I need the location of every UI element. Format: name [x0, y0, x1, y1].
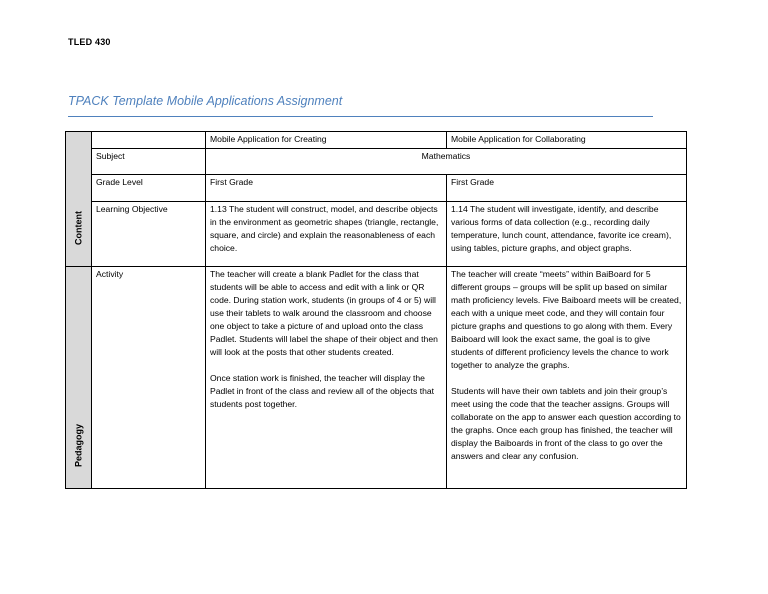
- section-content-label: Content: [73, 211, 83, 245]
- learning-objective-creating: 1.13 The student will construct, model, and describe objects in the environment as geometric shapes (triangle, rectangle, square, and circle) and explain the reasonableness of each choice.: [206, 202, 447, 267]
- section-pedagogy: [66, 267, 92, 489]
- activity-label: Activity: [92, 267, 206, 489]
- learning-objective-row: [66, 202, 687, 267]
- header-row: [66, 132, 687, 149]
- activity-creating: [206, 267, 447, 489]
- title-underline: [68, 116, 653, 117]
- activity-collaborating-paragraph: The teacher will create “meets” within BaiBoard for 5 different groups – groups will be split up based on similar math proficiency levels. Five Baiboard meets will be created, each with a unique meet code, and they will contain four picture graphs and questions to go along with them. Every Baiboard will look the exact same, the goal is to give students of different proficiency levels the chance to work together to analyze the graphs.: [451, 269, 682, 370]
- subject-value: Mathematics: [206, 149, 687, 175]
- activity-creating-paragraph: The teacher will create a blank Padlet for the class that students will be able to access and edit with a link or QR code. During station work, students (in groups of 4 or 5) will use their tablets to walk around the classroom and choose one object to take a picture of and upload onto the class Padlet. Students will label the shape of their object and then will look at the posts that other students created.: [210, 269, 438, 357]
- course-code: TLED 430: [68, 37, 111, 47]
- document-title: TPACK Template Mobile Applications Assignment: [68, 94, 343, 108]
- activity-creating-paragraph: Once station work is finished, the teacher will display the Padlet in front of the class and review all of the objects that students post together.: [210, 373, 435, 409]
- header-empty-cell: [92, 132, 206, 149]
- subject-row: [66, 149, 687, 175]
- grade-level-creating: First Grade: [206, 175, 447, 202]
- learning-objective-collaborating: 1.14 The student will investigate, identify, and describe various forms of data collection (e.g., recording daily temperature, lunch count, attendance, favorite ice cream), using tables, picture graphs, and object graphs.: [447, 202, 687, 267]
- activity-row: [66, 267, 687, 489]
- grade-level-label: Grade Level: [92, 175, 206, 202]
- grade-level-collaborating: First Grade: [447, 175, 687, 202]
- tpack-table: [65, 131, 687, 489]
- learning-objective-label: Learning Objective: [92, 202, 206, 267]
- subject-label: Subject: [92, 149, 206, 175]
- column-header-creating: Mobile Application for Creating: [206, 132, 447, 149]
- activity-collaborating: [447, 267, 687, 489]
- section-pedagogy-label: Pedagogy: [73, 423, 83, 467]
- grade-level-row: [66, 175, 687, 202]
- column-header-collaborating: Mobile Application for Collaborating: [447, 132, 687, 149]
- activity-collaborating-paragraph: Students will have their own tablets and join their group’s meet using the code that the teacher assigns. Groups will collaborate on the app to answer each question according to the graphs. Once each group has finished, the teacher will display the Baiboards in front of the class to go over the answers and clear any confusion.: [451, 386, 681, 461]
- section-content: [66, 132, 92, 267]
